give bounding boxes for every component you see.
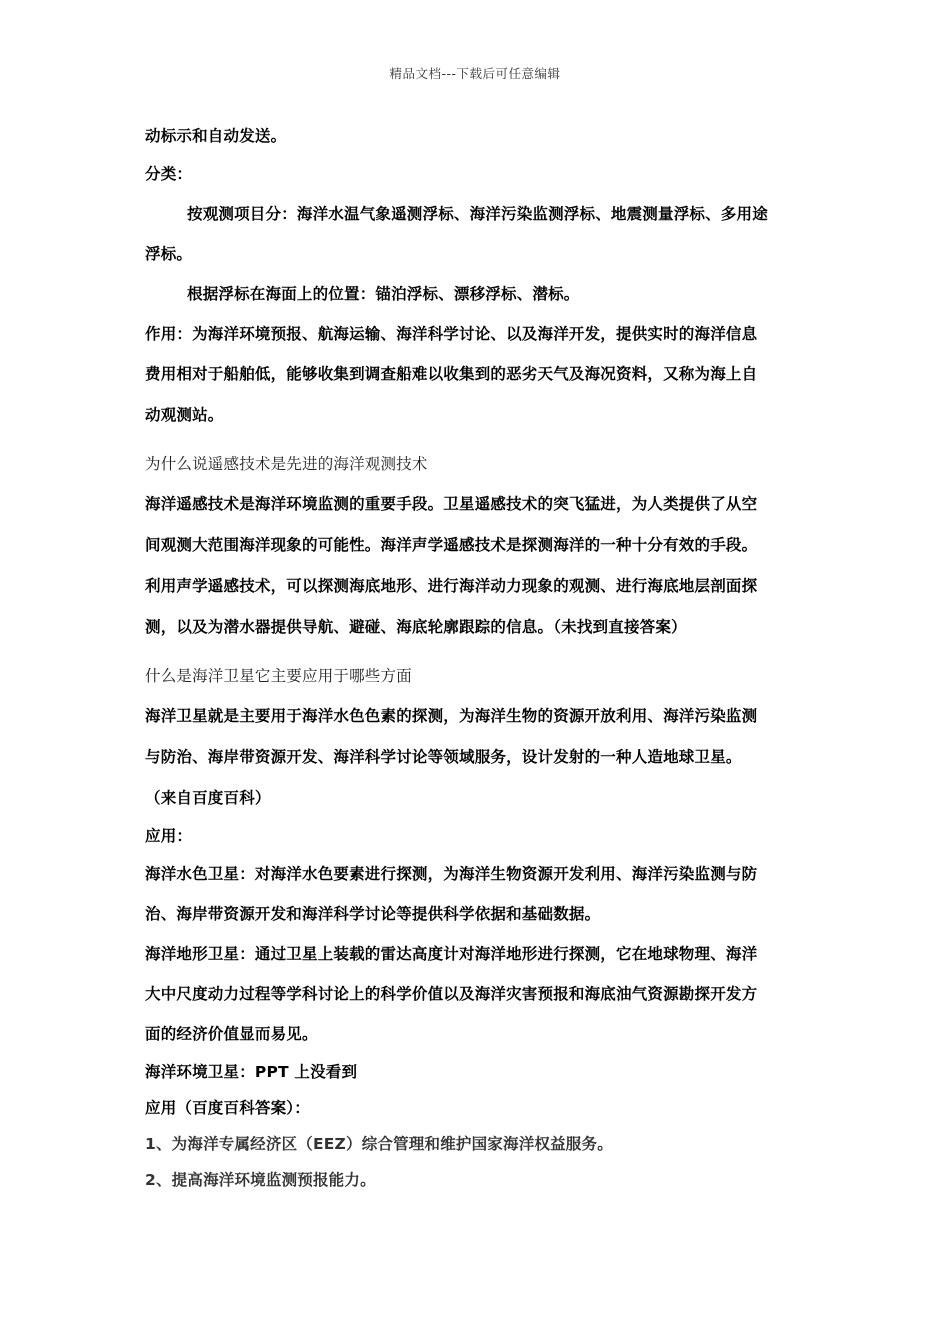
- topography-satellite-line3: 面的经济价值显而易见。: [145, 1025, 318, 1043]
- classification-by-item-line1: 按观测项目分：海洋水温气象遥测浮标、海洋污染监测浮标、地震测量浮标、多用途: [187, 205, 768, 223]
- satellite-answer-line2: 与防治、海岸带资源开发、海洋科学讨论等领域服务，设计发射的一种人造地球卫星。: [145, 748, 742, 766]
- buoy-function-line3: 动观测站。: [145, 406, 224, 424]
- environment-satellite: 海洋环境卫星：PPT 上没看到: [145, 1063, 358, 1081]
- application-list-item-1: 1、为海洋专属经济区（EEZ）综合管理和维护国家海洋权益服务。: [145, 1135, 613, 1153]
- remote-sensing-question: 为什么说遥感技术是先进的海洋观测技术: [145, 455, 428, 473]
- topography-satellite-line2: 大中尺度动力过程等学科讨论上的科学价值以及海洋灾害预报和海底油气资源勘探开发方: [145, 985, 758, 1003]
- remote-sensing-answer-line4: 测，以及为潜水器提供导航、避碰、海底轮廓跟踪的信息。（未找到直接答案）: [145, 618, 687, 636]
- satellite-question: 什么是海洋卫星它主要应用于哪些方面: [145, 667, 412, 685]
- remote-sensing-answer-line2: 间观测大范围海洋现象的可能性。海洋声学遥感技术是探测海洋的一种十分有效的手段。: [145, 536, 758, 554]
- satellite-answer-line1: 海洋卫星就是主要用于海洋水色色素的探测，为海洋生物的资源开放利用、海洋污染监测: [145, 707, 758, 725]
- document-body: [145, 118, 810, 1198]
- page-header: 精品文档---下载后可任意编辑: [389, 66, 561, 81]
- application-label: 应用：: [145, 827, 193, 845]
- paragraph-gap: [145, 648, 810, 656]
- remote-sensing-answer-line1: 海洋遥感技术是海洋环境监测的重要手段。卫星遥感技术的突飞猛进，为人类提供了从空: [145, 495, 758, 513]
- buoy-function-line2: 费用相对于船舶低，能够收集到调查船难以收集到的恶劣天气及海况资料，又称为海上自: [145, 365, 758, 383]
- ocean-color-satellite-line1: 海洋水色卫星：对海洋水色要素进行探测，为海洋生物资源开发利用、海洋污染监测与防: [145, 865, 758, 883]
- classification-by-item-line2: 浮标。: [145, 245, 193, 263]
- topography-satellite-line1: 海洋地形卫星：通过卫星上装载的雷达高度计对海洋地形进行探测，它在地球物理、海洋: [145, 945, 758, 963]
- baidu-application-label: 应用（百度百科答案）：: [145, 1099, 310, 1117]
- buoy-function-line1: 作用：为海洋环境预报、航海运输、海洋科学讨论、以及海洋开发，提供实时的海洋信息: [145, 325, 758, 343]
- application-list-item-2: 2、提高海洋环境监测预报能力。: [145, 1171, 376, 1189]
- classification-label: 分类：: [145, 165, 193, 183]
- paragraph-gap: [145, 436, 810, 444]
- buoy-text-continuation: 动标示和自动发送。: [145, 127, 287, 145]
- remote-sensing-answer-line3: 利用声学遥感技术，可以探测海底地形、进行海洋动力现象的观测、进行海底地层剖面探: [145, 577, 758, 595]
- satellite-answer-source: （来自百度百科）: [145, 789, 271, 807]
- ocean-color-satellite-line2: 治、海岸带资源开发和海洋科学讨论等提供科学依据和基础数据。: [145, 905, 601, 923]
- classification-by-position: 根据浮标在海面上的位置：锚泊浮标、漂移浮标、潜标。: [187, 285, 580, 303]
